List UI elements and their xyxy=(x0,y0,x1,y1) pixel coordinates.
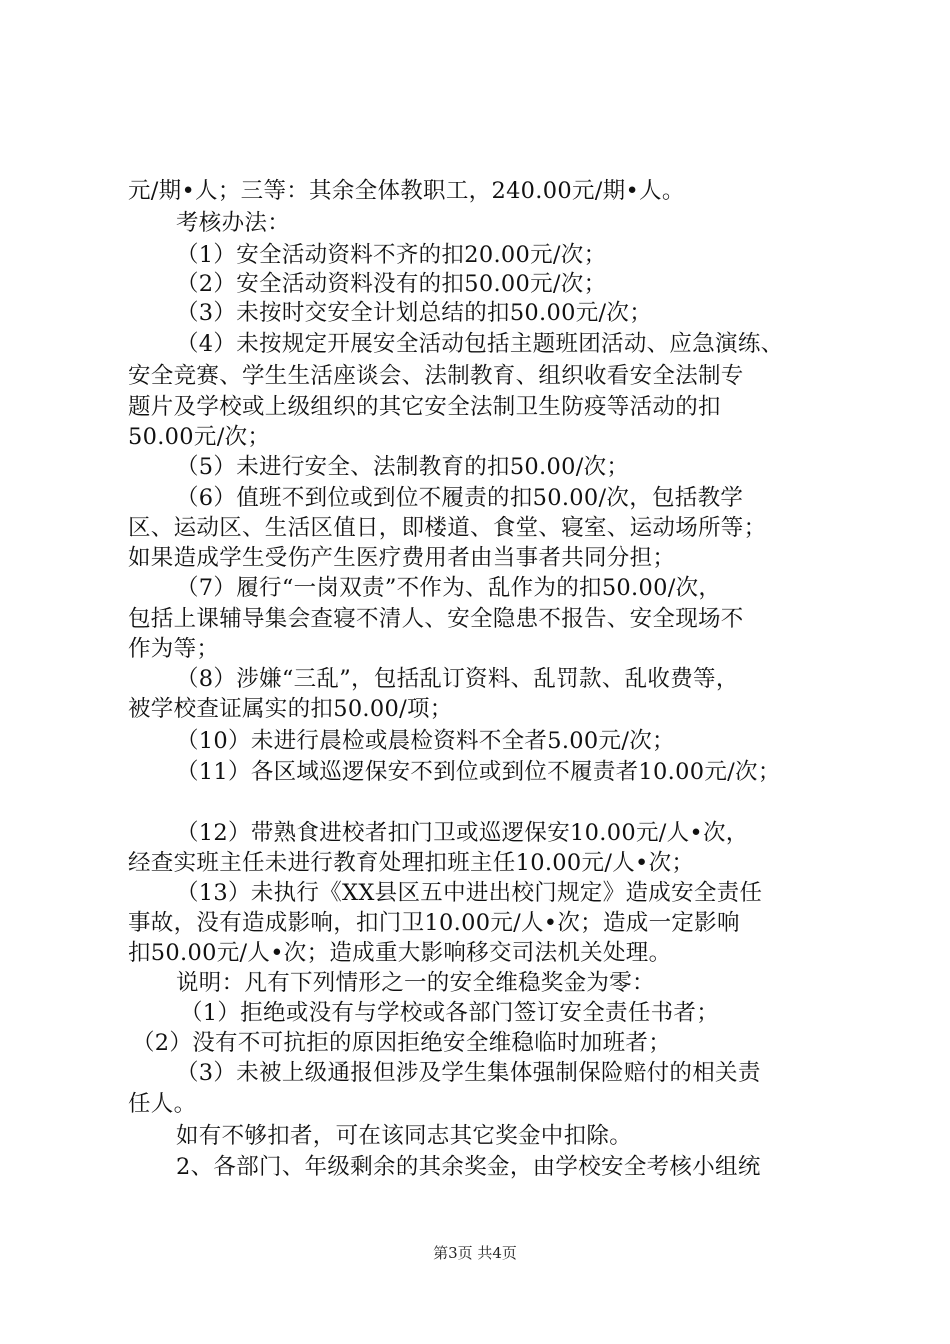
text-line: 题片及学校或上级组织的其它安全法制卫生防疫等活动的扣 xyxy=(128,394,721,420)
text-line: 元/期•人；三等：其余全体教职工，240.00元/期•人。 xyxy=(128,178,685,204)
text-line: （7）履行“一岗双责”不作为、乱作为的扣50.00/次， xyxy=(176,575,722,601)
text-line: 事故，没有造成影响，扣门卫10.00元/人•次；造成一定影响 xyxy=(128,910,740,936)
text-line: 安全竞赛、学生生活座谈会、法制教育、组织收看安全法制专 xyxy=(128,363,744,389)
text-line: （4）未按规定开展安全活动包括主题班团活动、应急演练、 xyxy=(176,331,784,357)
text-line: （6）值班不到位或到位不履责的扣50.00/次，包括教学 xyxy=(176,485,744,511)
text-line: 经查实班主任未进行教育处理扣班主任10.00元/人•次； xyxy=(128,850,695,876)
text-line: 包括上课辅导集会查寝不清人、安全隐患不报告、安全现场不 xyxy=(128,606,744,632)
text-line: 50.00元/次； xyxy=(128,424,271,450)
text-line: （13）未执行《XX县区五中进出校门规定》造成安全责任 xyxy=(176,880,763,906)
text-line: （2）安全活动资料没有的扣50.00元/次； xyxy=(176,271,607,297)
text-line: 考核办法： xyxy=(176,210,291,236)
text-line: 扣50.00元/人•次；造成重大影响移交司法机关处理。 xyxy=(128,940,672,966)
text-line: 被学校查证属实的扣50.00/项； xyxy=(128,696,453,722)
text-line: 如果造成学生受伤产生医疗费用者由当事者共同分担； xyxy=(128,545,676,571)
text-line: （8）涉嫌“三乱”，包括乱订资料、乱罚款、乱收费等， xyxy=(176,666,739,692)
text-line: （5）未进行安全、法制教育的扣50.00/次； xyxy=(176,454,630,480)
text-line: （3）未被上级通报但涉及学生集体强制保险赔付的相关责 xyxy=(176,1060,761,1086)
text-line: （1）拒绝或没有与学校或各部门签订安全责任书者； xyxy=(180,1000,720,1026)
text-line: 如有不够扣者，可在该同志其它奖金中扣除。 xyxy=(176,1123,633,1149)
page-number: 第3页 共4页 xyxy=(433,1244,517,1262)
text-line: （3）未按时交安全计划总结的扣50.00元/次； xyxy=(176,300,653,326)
text-line: 作为等； xyxy=(128,636,220,662)
text-line: 2、各部门、年级剩余的其余奖金，由学校安全考核小组统 xyxy=(176,1154,761,1180)
text-line: （11）各区域巡逻保安不到位或到位不履责者10.00元/次； xyxy=(176,759,781,785)
text-line: （2）没有不可抗拒的原因拒绝安全维稳临时加班者； xyxy=(132,1030,672,1056)
text-line: 任人。 xyxy=(128,1091,197,1117)
text-line: （1）安全活动资料不齐的扣20.00元/次； xyxy=(176,242,607,268)
text-line: （10）未进行晨检或晨检资料不全者5.00元/次； xyxy=(176,728,675,754)
text-line: 说明：凡有下列情形之一的安全维稳奖金为零： xyxy=(176,970,655,996)
text-line: 区、运动区、生活区值日，即楼道、食堂、寝室、运动场所等； xyxy=(128,515,767,541)
text-line: （12）带熟食进校者扣门卫或巡逻保安10.00元/人•次， xyxy=(176,820,749,846)
